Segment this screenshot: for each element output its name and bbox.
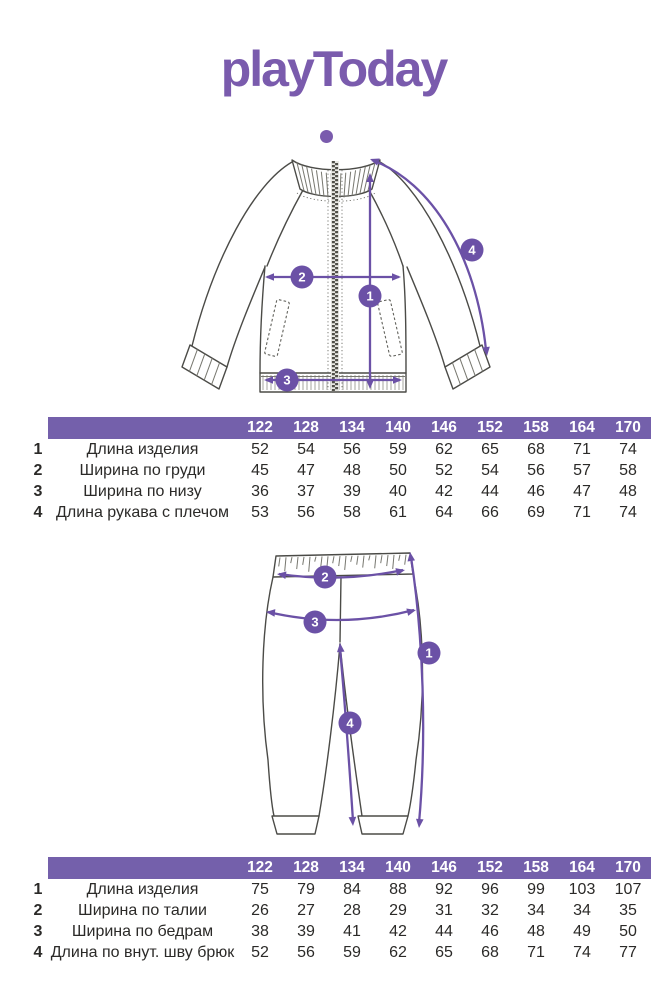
table-row	[28, 439, 651, 460]
jacket-measure-badge-3	[276, 369, 299, 392]
cell-value: 42	[435, 482, 453, 500]
cell-value: 99	[527, 880, 545, 898]
svg-text:1: 1	[425, 645, 433, 661]
row-label: Ширина по бедрам	[71, 922, 214, 940]
row-label: Длина по внут. шву брюк	[50, 943, 235, 961]
cell-value: 62	[435, 440, 453, 458]
cell-value: 56	[527, 461, 545, 479]
svg-text:3: 3	[283, 372, 291, 388]
size-header-spacer	[28, 857, 48, 879]
cell-value: 44	[435, 922, 453, 940]
size-header-cell: 146	[421, 857, 467, 879]
row-number: 1	[33, 880, 43, 898]
cell-value: 44	[481, 482, 499, 500]
table-row	[28, 900, 651, 921]
cell-value: 27	[297, 901, 315, 919]
svg-text:3: 3	[311, 614, 319, 630]
size-header-cell: 152	[467, 857, 513, 879]
size-header-cell: 158	[513, 417, 559, 439]
cell-value: 69	[527, 503, 545, 521]
cell-value: 79	[297, 880, 315, 898]
size-header-label-spacer	[48, 417, 237, 439]
cell-value: 52	[251, 943, 269, 961]
cell-value: 31	[435, 901, 453, 919]
cell-value: 56	[297, 503, 315, 521]
cell-value: 48	[527, 922, 545, 940]
cell-value: 68	[527, 440, 545, 458]
size-header-cell: 158	[513, 857, 559, 879]
pants-measure-badge-4	[339, 712, 362, 735]
table-row	[28, 942, 651, 963]
cell-value: 28	[343, 901, 361, 919]
cell-value: 40	[389, 482, 407, 500]
cell-value: 45	[251, 461, 269, 479]
cell-value: 74	[619, 503, 637, 521]
cell-value: 66	[481, 503, 499, 521]
row-label: Ширина по груди	[79, 461, 206, 479]
cell-value: 42	[389, 922, 407, 940]
cell-value: 92	[435, 880, 453, 898]
cell-value: 34	[573, 901, 591, 919]
pants-measure-arrow-1	[406, 551, 423, 828]
jacket-pocket-right	[377, 299, 402, 356]
cell-value: 47	[573, 482, 591, 500]
cell-value: 37	[297, 482, 315, 500]
cell-value: 77	[619, 943, 637, 961]
table-row	[28, 481, 651, 502]
cell-value: 71	[573, 440, 591, 458]
cell-value: 58	[619, 461, 637, 479]
svg-text:1: 1	[366, 288, 374, 304]
cell-value: 52	[435, 461, 453, 479]
cell-value: 34	[527, 901, 545, 919]
jacket-pocket-left	[264, 299, 289, 356]
cell-value: 64	[435, 503, 453, 521]
cell-value: 65	[481, 440, 499, 458]
cell-value: 88	[389, 880, 407, 898]
table-row	[28, 921, 651, 942]
jacket-size-table	[28, 417, 651, 523]
size-header-cell: 170	[605, 857, 651, 879]
row-label: Ширина по низу	[83, 482, 202, 500]
row-number: 4	[33, 503, 43, 521]
row-label: Длина рукава с плечом	[56, 503, 229, 521]
size-header-cell: 128	[283, 417, 329, 439]
pants-diagram	[210, 545, 470, 845]
svg-text:4: 4	[468, 242, 476, 258]
size-header-cell: 164	[559, 857, 605, 879]
cell-value: 53	[251, 503, 269, 521]
cell-value: 38	[251, 922, 269, 940]
cell-value: 46	[481, 922, 499, 940]
cell-value: 50	[619, 922, 637, 940]
pants-size-table	[28, 857, 651, 963]
size-header-cell: 140	[375, 857, 421, 879]
cell-value: 48	[343, 461, 361, 479]
jacket-measure-arrow-1	[366, 173, 374, 389]
pants-measure-arrow-3	[266, 606, 417, 620]
cell-value: 39	[343, 482, 361, 500]
size-header-cell: 170	[605, 417, 651, 439]
cell-value: 107	[614, 880, 642, 898]
cell-value: 54	[481, 461, 499, 479]
size-header-cell: 128	[283, 857, 329, 879]
row-number: 3	[33, 482, 43, 500]
cell-value: 46	[527, 482, 545, 500]
brand-logo-text: playToday	[220, 41, 447, 97]
size-header-cell: 134	[329, 857, 375, 879]
cell-value: 71	[527, 943, 545, 961]
cell-value: 75	[251, 880, 269, 898]
cell-value: 59	[343, 943, 361, 961]
table-row	[28, 502, 651, 523]
cell-value: 52	[251, 440, 269, 458]
cell-value: 68	[481, 943, 499, 961]
cell-value: 56	[297, 943, 315, 961]
cell-value: 58	[343, 503, 361, 521]
brand-logo	[0, 40, 667, 98]
cell-value: 65	[435, 943, 453, 961]
cell-value: 71	[573, 503, 591, 521]
table-row	[28, 460, 651, 481]
cell-value: 57	[573, 461, 591, 479]
cell-value: 62	[389, 943, 407, 961]
cell-value: 41	[343, 922, 361, 940]
cell-value: 103	[568, 880, 596, 898]
cell-value: 39	[297, 922, 315, 940]
pants-measure-badge-2	[314, 566, 337, 589]
row-number: 2	[33, 901, 43, 919]
jacket-measure-badge-4	[461, 239, 484, 262]
row-number: 1	[33, 440, 43, 458]
size-header-cell: 122	[237, 857, 283, 879]
cell-value: 54	[297, 440, 315, 458]
row-label: Длина изделия	[86, 440, 199, 458]
row-number: 3	[33, 922, 43, 940]
cell-value: 26	[251, 901, 269, 919]
jacket-diagram	[170, 140, 500, 410]
cell-value: 74	[619, 440, 637, 458]
size-header-spacer	[28, 417, 48, 439]
size-header-row	[28, 857, 651, 879]
size-header-label-spacer	[48, 857, 237, 879]
jacket-measure-badge-1	[359, 285, 382, 308]
pants-measure-arrow-4	[336, 643, 357, 827]
svg-text:2: 2	[298, 269, 306, 285]
jacket-measure-badge-2	[291, 266, 314, 289]
cell-value: 84	[343, 880, 361, 898]
size-header-cell: 146	[421, 417, 467, 439]
cell-value: 32	[481, 901, 499, 919]
table-row	[28, 879, 651, 900]
cell-value: 29	[389, 901, 407, 919]
row-label: Длина изделия	[86, 880, 199, 898]
size-header-cell: 140	[375, 417, 421, 439]
row-number: 2	[33, 461, 43, 479]
row-label: Ширина по талии	[78, 901, 207, 919]
size-header-cell: 134	[329, 417, 375, 439]
cell-value: 59	[389, 440, 407, 458]
svg-text:2: 2	[321, 569, 329, 585]
size-header-cell: 164	[559, 417, 605, 439]
pants-measure-badge-1	[418, 642, 441, 665]
cell-value: 48	[619, 482, 637, 500]
cell-value: 36	[251, 482, 269, 500]
cell-value: 74	[573, 943, 591, 961]
cell-value: 47	[297, 461, 315, 479]
size-header-cell: 152	[467, 417, 513, 439]
pants-measure-badge-3	[304, 611, 327, 634]
cell-value: 61	[389, 503, 407, 521]
cell-value: 96	[481, 880, 499, 898]
cell-value: 50	[389, 461, 407, 479]
svg-text:4: 4	[346, 715, 354, 731]
size-header-row	[28, 417, 651, 439]
cell-value: 35	[619, 901, 637, 919]
cell-value: 56	[343, 440, 361, 458]
cell-value: 49	[573, 922, 591, 940]
row-number: 4	[33, 943, 43, 961]
size-header-cell: 122	[237, 417, 283, 439]
